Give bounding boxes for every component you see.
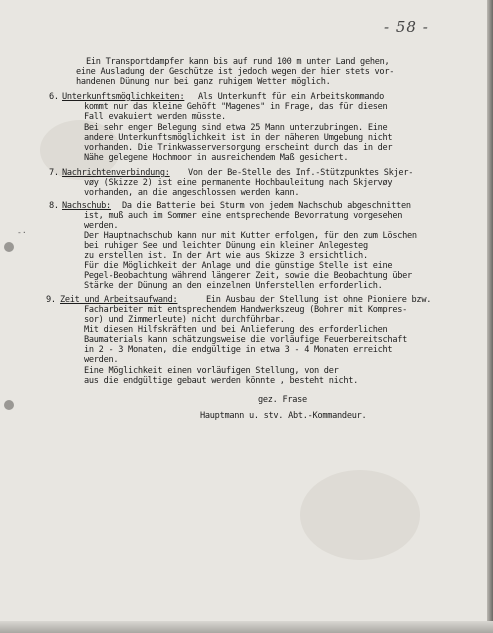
- text-line: kommt nur das kleine Gehöft "Magenes" in Frage, das für diesen: [84, 102, 388, 112]
- text-line: Stärke der Dünung an den einzelnen Unferstellen erforderlich.: [84, 281, 383, 291]
- section-number: 8.: [49, 201, 59, 211]
- signature-title: Hauptmann u. stv. Abt.-Kommandeur.: [200, 411, 367, 421]
- paper-stain: [300, 470, 420, 560]
- signature-name: gez. Frase: [258, 395, 307, 405]
- text-line: werden.: [84, 355, 119, 365]
- page-number: - 58 -: [384, 18, 429, 36]
- text-line: Mit diesen Hilfskräften und bei Anlieferung des erforderlichen: [84, 325, 388, 335]
- text-line: bei ruhiger See und leichter Dünung ein kleiner Anlegesteg: [84, 241, 368, 251]
- section-number: 9.: [46, 295, 56, 305]
- text-line: Ein Ausbau der Stellung ist ohne Pioniere bzw.: [206, 295, 432, 305]
- text-line: Baumaterials kann schätzungsweise die vorläufige Feuerbereitschaft: [84, 335, 407, 345]
- punch-hole: [4, 400, 14, 410]
- text-line: Der Hauptnachschub kann nur mit Kutter erfolgen, für den zum Löschen: [84, 231, 417, 241]
- section-heading: Unterkunftsmöglichkeiten:: [62, 92, 185, 102]
- text-line: ist, muß auch im Sommer eine entsprechende Bevorratung vorgesehen: [84, 211, 403, 221]
- text-line: zu erstellen ist. In der Art wie aus Skizze 3 ersichtlich.: [84, 251, 368, 261]
- text-line: Von der Be-Stelle des Inf.-Stützpunktes Skjer-: [188, 168, 414, 178]
- page-edge-shadow: [487, 0, 493, 633]
- section-number: 6.: [49, 92, 59, 102]
- text-line: Eine Möglichkeit einen vorläufigen Stellung, von der: [84, 366, 339, 376]
- text-line: vorhanden. Die Trinkwasserversorgung erscheint durch das in der: [84, 143, 393, 153]
- text-line: Facharbeiter mit entsprechendem Handwerkszeug (Bohrer mit Kompres-: [84, 305, 407, 315]
- text-line: vøy (Skizze 2) ist eine permanente Hochbauleitung nach Skjervøy: [84, 178, 393, 188]
- page-edge-shadow: [0, 621, 493, 633]
- text-line: vorhanden, an die angeschlossen werden kann.: [84, 188, 300, 198]
- text-line: eine Ausladung der Geschütze ist jedoch wegen der hier stets vor-: [76, 67, 395, 77]
- margin-mark: -·: [17, 228, 27, 237]
- text-line: in 2 - 3 Monaten, die endgültige in etwa 3 - 4 Monaten erreicht: [84, 345, 393, 355]
- text-line: Nähe gelegene Hochmoor in ausreichendem Maß gesichert.: [84, 153, 349, 163]
- text-line: andere Unterkunftsmöglichkeit ist in der näheren Umgebung nicht: [84, 133, 393, 143]
- text-line: werden.: [84, 221, 119, 231]
- text-line: Für die Möglichkeit der Anlage und die günstige Stelle ist eine: [84, 261, 393, 271]
- punch-hole: [4, 242, 14, 252]
- section-heading: Nachrichtenverbindung:: [62, 168, 170, 178]
- text-line: Bei sehr enger Belegung sind etwa 25 Mann unterzubringen. Eine: [84, 123, 388, 133]
- text-line: Da die Batterie bei Sturm von jedem Nachschub abgeschnitten: [122, 201, 411, 211]
- text-line: Fall evakuiert werden müsste.: [84, 112, 226, 122]
- text-line: Ein Transportdampfer kann bis auf rund 100 m unter Land gehen,: [86, 57, 390, 67]
- section-number: 7.: [49, 168, 59, 178]
- section-heading: Nachschub:: [62, 201, 111, 211]
- text-line: sor) und Zimmerleute) nicht durchführbar.: [84, 315, 285, 325]
- text-line: Als Unterkunft für ein Arbeitskommando: [198, 92, 384, 102]
- text-line: handenen Dünung nur bei ganz ruhigem Wetter möglich.: [76, 77, 331, 87]
- text-line: Pegel-Beobachtung während längerer Zeit, sowie die Beobachtung über: [84, 271, 412, 281]
- text-line: aus die endgültige gebaut werden könnte , besteht nicht.: [84, 376, 359, 386]
- section-heading: Zeit und Arbeitsaufwand:: [60, 295, 178, 305]
